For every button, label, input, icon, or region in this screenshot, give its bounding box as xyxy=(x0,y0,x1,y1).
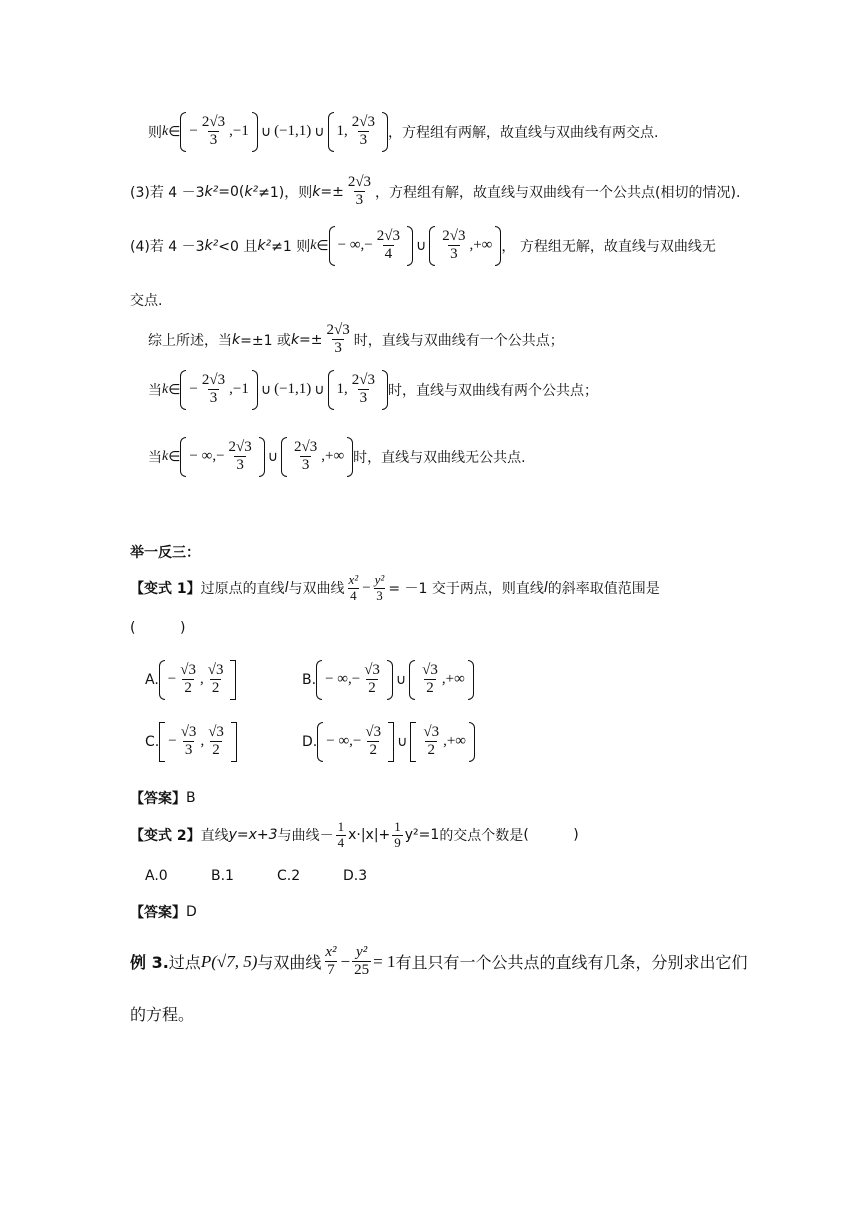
denominator: 3 xyxy=(209,132,218,149)
fraction xyxy=(179,724,199,760)
union-symbol: ∪ xyxy=(260,123,272,140)
equation: y=x+3 xyxy=(228,827,278,844)
denominator: 4 xyxy=(350,587,357,603)
variant-1-paren xyxy=(130,620,750,636)
interval-3 xyxy=(328,370,388,410)
fraction xyxy=(292,439,319,475)
interval xyxy=(159,722,237,762)
value: ,+∞ xyxy=(443,733,466,750)
in-symbol: ∈ xyxy=(168,381,181,398)
fraction xyxy=(420,662,440,698)
fraction xyxy=(200,372,227,408)
text: x·|x|+ xyxy=(348,827,391,844)
value: ,+∞ xyxy=(321,448,345,465)
comma: , xyxy=(229,123,233,140)
case-4-wrap xyxy=(130,290,750,310)
denominator: 2 xyxy=(211,680,220,697)
variant-2-line xyxy=(130,820,750,851)
fraction xyxy=(346,174,373,210)
summary-head: 综上所述，当 xyxy=(148,332,232,349)
minus-sign: − xyxy=(189,381,198,398)
var-k: k xyxy=(232,331,241,348)
variant-1-label: 【变式 1】 xyxy=(130,581,201,598)
option-label: A. xyxy=(145,671,159,688)
value: − ∞, xyxy=(325,671,352,688)
numerator: 2√3 xyxy=(201,372,226,388)
minus-sign: − xyxy=(189,123,198,140)
numerator: y² xyxy=(374,572,385,587)
option-label: D. xyxy=(302,733,318,750)
text: 与曲线－ xyxy=(277,828,334,845)
option-a xyxy=(145,660,236,700)
example-3-wrap xyxy=(130,1002,750,1025)
summary-line xyxy=(148,322,750,358)
denominator: 2 xyxy=(184,680,192,697)
interval-1 xyxy=(180,112,257,152)
case-4-wrap-text: 交点. xyxy=(130,293,163,309)
text: ≠1)，则 xyxy=(258,184,313,201)
var-k: k xyxy=(162,381,169,397)
union-symbol: ∪ xyxy=(415,237,427,254)
text: ≠1 则 xyxy=(271,238,311,255)
interval-pos-inf xyxy=(409,660,474,700)
var-k-squared: k² xyxy=(257,237,272,254)
text: = －1 交于两点，则直线 xyxy=(388,581,544,598)
var-k-squared: k² xyxy=(244,183,259,200)
numerator: √3 xyxy=(180,662,196,678)
fraction xyxy=(325,322,352,358)
interval-neg-inf xyxy=(317,722,394,762)
numerator: 2√3 xyxy=(351,372,376,388)
fraction xyxy=(362,662,382,698)
numerator: 2√3 xyxy=(294,439,318,455)
option-a: A.0 xyxy=(145,868,168,884)
answer-label: 【答案】 xyxy=(130,791,186,807)
value: −1 xyxy=(232,381,249,398)
summary-two-tail: 时，直线与双曲线有两个公共点； xyxy=(388,382,599,399)
comma: , xyxy=(229,381,233,398)
case-4-tail: ， 方程组无解，故直线与双曲线无 xyxy=(501,238,716,255)
var-k: k xyxy=(310,237,317,253)
summary-two-line xyxy=(148,370,750,410)
then-text: 则 xyxy=(148,124,162,141)
text: 过点 xyxy=(168,953,201,973)
denominator: 2 xyxy=(212,742,220,759)
option-c: C.2 xyxy=(277,868,301,884)
text: =± xyxy=(320,183,344,200)
fraction xyxy=(363,724,383,760)
text: <0 且 xyxy=(218,238,258,255)
text: 直线 xyxy=(200,828,229,845)
denominator: 9 xyxy=(394,834,401,850)
answer-value: D xyxy=(186,904,197,920)
denominator: 3 xyxy=(359,132,368,149)
text: =0( xyxy=(218,183,245,200)
fraction xyxy=(373,573,387,604)
summary-none-line xyxy=(148,437,750,477)
interval-neg-inf xyxy=(316,660,393,700)
text: 与双曲线 xyxy=(288,581,345,598)
fraction xyxy=(421,724,441,760)
text: 的斜率取值范围是 xyxy=(547,581,660,598)
section-title-text: 举一反三： xyxy=(130,545,200,561)
variant-2-label: 【变式 2】 xyxy=(130,828,201,845)
answer-1-line xyxy=(130,788,750,808)
numerator: √3 xyxy=(208,724,224,740)
comma: , xyxy=(344,123,348,140)
text: 与双曲线 xyxy=(257,953,322,973)
in-symbol: ∈ xyxy=(168,123,181,140)
summary-none-tail: 时，直线与双曲线无公共点. xyxy=(353,449,526,466)
text: 有且只有一个公共点的直线有几条，分别求出它们 xyxy=(395,953,748,973)
fraction xyxy=(227,439,254,475)
denominator: 25 xyxy=(354,962,370,979)
denominator: 3 xyxy=(334,340,342,357)
var-k-squared: k² xyxy=(204,237,219,254)
minus-sign: − xyxy=(362,579,371,596)
text: 当 xyxy=(148,449,162,466)
numerator: √3 xyxy=(422,662,438,678)
text: 过原点的直线 xyxy=(200,581,285,598)
point: P(√7, 5) xyxy=(200,951,258,971)
denominator: 3 xyxy=(355,192,364,209)
value: ,+∞ xyxy=(469,237,493,254)
denominator: 2 xyxy=(368,680,376,697)
fraction xyxy=(323,944,338,980)
option-label: B. xyxy=(302,671,317,688)
numerator: 2√3 xyxy=(201,114,226,130)
numerator: √3 xyxy=(423,724,440,740)
numerator: √3 xyxy=(180,724,197,740)
numerator: 2√3 xyxy=(442,228,466,244)
union-symbol: ∪ xyxy=(397,733,408,750)
case-3-line xyxy=(130,174,750,210)
denominator: 3 xyxy=(209,390,218,407)
value: 1 xyxy=(336,381,345,398)
option-b xyxy=(302,660,474,700)
denominator: 4 xyxy=(337,834,345,850)
minus-sign: − xyxy=(352,733,362,750)
interval-pos-inf xyxy=(410,722,475,762)
denominator: 2 xyxy=(369,742,377,759)
interval-pos-inf xyxy=(281,437,353,477)
denominator: 3 xyxy=(376,587,383,603)
minus-sign: − xyxy=(216,448,225,465)
text: =± xyxy=(299,331,323,348)
line1-tail: ，方程组有两解，故直线与双曲线有两交点. xyxy=(388,124,659,141)
option-d: D.3 xyxy=(343,868,368,884)
fraction xyxy=(178,662,198,698)
numerator: x² xyxy=(348,572,359,587)
value: − ∞, xyxy=(189,448,217,465)
fraction xyxy=(206,724,226,760)
variant-2-options xyxy=(145,868,750,884)
value: − ∞, xyxy=(337,237,365,254)
case-3-head: (3)若 4 －3 xyxy=(130,184,205,201)
union-symbol: ∪ xyxy=(395,671,407,688)
value: 1 xyxy=(336,123,345,140)
comma: , xyxy=(200,733,205,750)
denominator: 3 xyxy=(301,457,310,474)
var-k: k xyxy=(312,183,321,200)
equals-one: = 1 xyxy=(373,951,396,971)
text: 当 xyxy=(148,382,162,399)
value: − ∞, xyxy=(326,733,353,750)
denominator: 3 xyxy=(359,390,368,407)
value: −1 xyxy=(232,123,249,140)
numerator: √3 xyxy=(364,662,380,678)
comma: , xyxy=(199,671,204,688)
example-3-label: 例 3. xyxy=(130,953,169,973)
interval xyxy=(159,660,237,700)
minus-sign: − xyxy=(351,671,361,688)
comma: , xyxy=(344,381,348,398)
answer-label: 【答案】 xyxy=(130,905,186,921)
denominator: 2 xyxy=(426,680,434,697)
minus-sign: − xyxy=(168,733,177,750)
numerator: 2√3 xyxy=(326,322,350,338)
numerator: 2√3 xyxy=(347,174,372,190)
answer-blank: ( ) xyxy=(130,620,186,636)
minus-sign: − xyxy=(167,671,177,688)
fraction xyxy=(347,573,361,604)
example-3-line xyxy=(130,944,750,980)
fraction xyxy=(392,820,403,851)
denominator: 4 xyxy=(384,246,393,263)
fraction xyxy=(350,114,377,150)
variant-1-line xyxy=(130,573,750,604)
denominator: 3 xyxy=(236,457,244,474)
answer-blank: ( ) xyxy=(523,827,579,844)
numerator: 2√3 xyxy=(228,439,252,455)
fraction xyxy=(352,944,371,980)
option-b: B.1 xyxy=(211,868,234,884)
minus-sign: − xyxy=(364,237,373,254)
denominator: 7 xyxy=(327,962,335,979)
minus-sign: − xyxy=(340,951,351,971)
interval-neg-inf xyxy=(329,226,413,266)
option-c xyxy=(145,722,237,762)
case-4-head: (4)若 4 －3 xyxy=(130,238,205,255)
summary-tail: 时，直线与双曲线有一个公共点； xyxy=(353,332,564,349)
interval-two-solutions-line xyxy=(148,112,750,152)
numerator: 2√3 xyxy=(376,228,400,244)
fraction xyxy=(375,228,402,264)
numerator: 1 xyxy=(394,819,401,834)
fraction xyxy=(200,114,227,150)
denominator: 3 xyxy=(450,246,458,263)
fraction xyxy=(206,662,226,698)
numerator: 1 xyxy=(337,819,345,834)
case-4-line xyxy=(130,226,750,266)
union-symbol: ∪ xyxy=(314,123,325,140)
union-symbol: ∪ xyxy=(260,381,272,398)
var-k: k xyxy=(162,448,169,464)
interval-2: (−1,1) xyxy=(274,381,312,398)
answer-value: B xyxy=(186,790,196,806)
case-3-tail: ，方程组有解，故直线与双曲线有一个公共点(相切的情况). xyxy=(375,184,741,201)
numerator: 2√3 xyxy=(351,114,376,130)
value: ,+∞ xyxy=(441,671,465,688)
var-k: k xyxy=(290,331,300,348)
denominator: 2 xyxy=(427,742,435,759)
in-symbol: ∈ xyxy=(316,237,329,254)
var-k: k xyxy=(162,123,169,139)
fraction xyxy=(350,372,377,408)
text: 的交点个数是 xyxy=(439,828,524,845)
var-l: l xyxy=(543,580,548,597)
text: y²=1 xyxy=(404,827,440,844)
union-symbol: ∪ xyxy=(267,448,279,465)
interval-pos-inf xyxy=(429,226,501,266)
section-title xyxy=(130,542,750,562)
numerator: y² xyxy=(356,944,368,960)
numerator: √3 xyxy=(365,724,382,740)
interval-3 xyxy=(328,112,388,152)
in-symbol: ∈ xyxy=(168,448,181,465)
text: =±1 或 xyxy=(240,332,291,349)
interval-2: (−1,1) xyxy=(274,123,312,140)
example-3-wrap-text: 的方程。 xyxy=(130,1005,195,1024)
var-k-squared: k² xyxy=(204,183,219,200)
numerator: √3 xyxy=(207,662,224,678)
option-label: C. xyxy=(145,733,160,750)
denominator: 3 xyxy=(184,742,193,759)
numerator: x² xyxy=(325,944,337,960)
interval-1 xyxy=(180,370,257,410)
union-symbol: ∪ xyxy=(314,381,325,398)
fraction xyxy=(336,820,347,851)
interval-neg-inf xyxy=(180,437,264,477)
fraction xyxy=(440,228,467,264)
option-d xyxy=(302,722,475,762)
var-l: l xyxy=(284,580,289,597)
answer-2-line xyxy=(130,902,750,922)
